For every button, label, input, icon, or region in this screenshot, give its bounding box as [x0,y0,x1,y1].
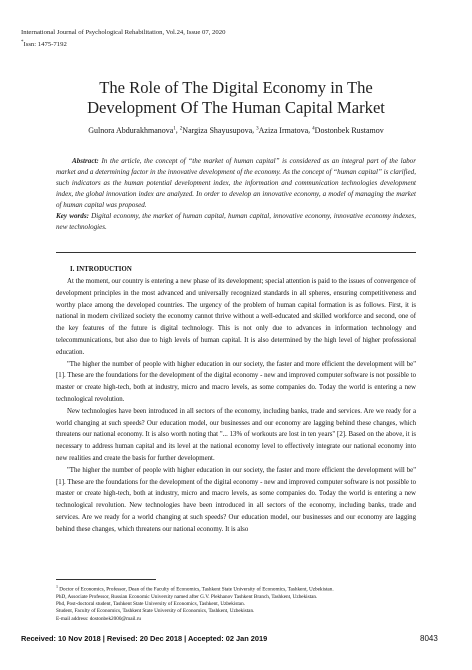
abstract-paragraph [56,156,416,211]
abstract-block [56,156,416,233]
abstract-label: Abstract: [72,157,99,165]
paragraph-3: New technologies have been introduced in all sectors of the economy, including banks, trade and services. Are we ready for a world changing at such speeds? Our education model, our businesses and our economy are lagging behind these changes, which threatens our national economy. It is also worth noting that "... 13% of workouts are lost in ten years" [2]. Based on the above, it is necessary to address human capital and its level at the national economy level to effectively integrate our national economy into new realities and create the basis for further development. [56,407,416,462]
paper-title-line-2: Development Of The Human Capital Market [87,98,385,117]
author-1: Gulnora Abdurakhmanova$^1$ [88,125,176,135]
journal-issn: *Issn: 1475-7192 [21,40,67,49]
keywords-label: Key words: [56,212,89,220]
author-2: $^2$Nargiza Shayusupova [179,125,253,135]
footnote-line-3: Phd, Post-doctoral student, Tashkent State University of Economics, Tashkent, Uzbekistan. [56,601,245,608]
body-text [56,276,416,536]
paragraph-2: "The higher the number of people with higher education in our society, the faster and more efficient the development will be" [1]. These are the foundations for the development of the digital economy - new and improved computer software is not possible to master or create high-tech, both at industry, micro and macro levels, as some companies do. Today the world is entering a new technological revolution. [56,360,416,403]
paragraph-4: "The higher the number of people with higher education in our society, the faster and more efficient the development will be" [1]. These are the foundations for the development of the digital economy - new and improved computer software is not possible to master or create high-tech, both at industry, micro and macro levels, as some companies do. Today the world is entering a new technological revolution. New technologies have been introduced in all sectors of the economy, including banks, trade and services. Are we ready for a world changing at such speeds? Our education model, our businesses and our economy are lagging behind these changes, which threatens our national economy. It is also [56,466,416,533]
author-4: $^4$Dostonbek Rustamov [312,125,384,135]
keywords-paragraph [56,211,416,233]
footnote-divider [56,579,156,580]
footnote-email[interactable]: E-mail address: dostonbek2000@mail.ru [56,615,142,622]
page-number: 8043 [420,634,438,643]
footnote-line-1: $^1$ Doctor of Economics, Professor, Dean of the Faculty of Economics, Tashkent State University of Economics, Tashkent, Uzbekistan. [56,584,334,593]
paragraph-1: At the moment, our country is entering a new phase of its development; special attention is paid to the issues of convergence of development principles in the most advanced and universally recognized standards in all spheres, ensuring competitiveness and worthy place among the developed countries. The urgency of the problem of human capital formation is as follows. First, it is national in modern civilized society the economy cannot thrive without a well-educated and skilled workforce and second, one of the key features of the future is digital technology. This is not only due to advances in information technology and telecommunications, but also due to high levels of human capital. It is also determined by the high level of higher professional education. [56,278,416,356]
journal-citation: International Journal of Psychological Rehabilitation, Vol.24, Issue 07, 2020 [21,29,226,36]
author-list: Gulnora Abdurakhmanova$^1$, $^2$Nargiza Shayusupova, $^3$Aziza Irmatova, $^4$Dostonbek Rustamov [88,125,384,135]
section-heading: I. INTRODUCTION [70,266,132,273]
paper-title-line-1: The Role of The Digital Economy in The [99,78,373,97]
paper-title [40,78,432,118]
author-3: $^3$Aziza Irmatova [256,125,309,135]
footnote-line-2: PhD, Associate Professor, Russian Economic University named after G.V. Plekhanov Tashkent Branch, Tashkent, Uzbekistan. [56,593,318,600]
footnote-line-4: Student, Faculty of Economics, Tashkent State University of Economics, Tashkent, Uzbekistan. [56,608,255,615]
keywords-text: Digital economy, the market of human capital, human capital, innovative economy, innovative economy indexes, new technologies. [56,212,416,231]
abstract-text: In the article, the concept of “the market of human capital” is considered as an integral part of the labor market and a determining factor in the innovative development of the economy. As the concept of “human capital” is clarified, such indicators as the human potential development index, the information and communication technologies development index, the global innovation index are analyzed. In order to develop an innovative economy, a model of managing the market of human capital was proposed. [56,157,416,209]
received-dates: Received: 10 Nov 2018 | Revised: 20 Dec 2018 | Accepted: 02 Jan 2019 [21,634,268,643]
journal-header [21,28,225,50]
abstract-divider [56,252,416,253]
footnote-block [56,583,436,623]
